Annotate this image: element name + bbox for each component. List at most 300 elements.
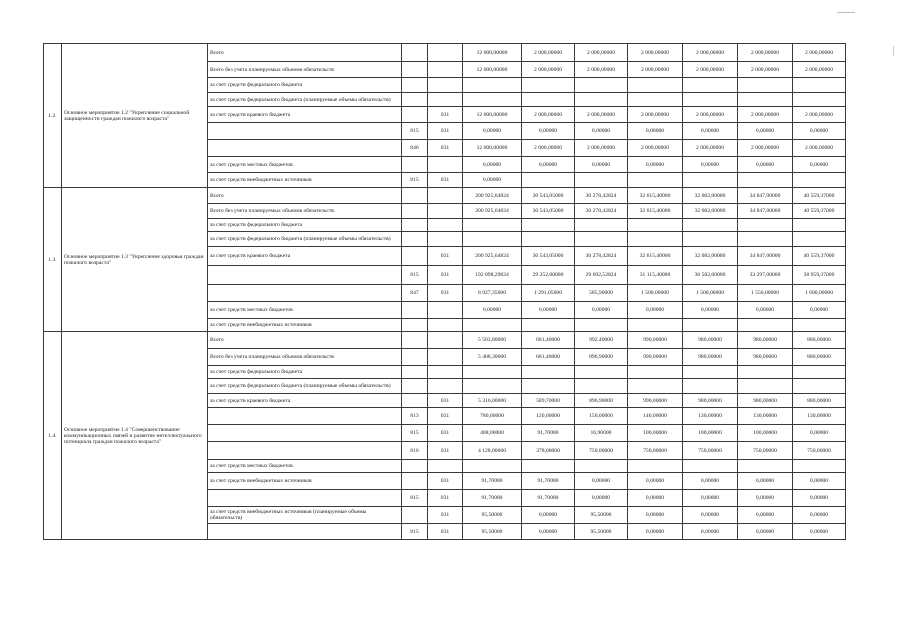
funding-source <box>208 266 402 285</box>
year-value: 681,40000 <box>522 332 575 349</box>
year-value: 0,00000 <box>575 157 628 173</box>
year-value: 40 559,37000 <box>793 188 846 204</box>
year-value <box>522 232 575 247</box>
year-value: 0,00000 <box>522 157 575 173</box>
funding-source: Всего <box>208 188 402 204</box>
year-value: 585,90000 <box>575 285 628 302</box>
year-value <box>575 219 628 232</box>
year-value <box>628 232 683 247</box>
total-value <box>463 78 522 93</box>
year-value <box>683 460 738 473</box>
year-value: 34 847,00000 <box>738 188 793 204</box>
year-value <box>628 460 683 473</box>
funding-source: за счет средств федерального бюджета (планируемые объемы обязательств) <box>208 232 402 247</box>
year-value <box>738 93 793 107</box>
year-value: 2 000,00000 <box>738 140 793 157</box>
year-value: 91,70000 <box>522 490 575 507</box>
grbs-code <box>402 302 428 319</box>
year-value: 2 000,00000 <box>683 107 738 123</box>
gp-code <box>428 204 463 219</box>
year-value <box>793 78 846 93</box>
year-value <box>738 319 793 332</box>
year-value: 32 082,00000 <box>683 247 738 266</box>
total-value <box>463 232 522 247</box>
gp-code <box>428 78 463 93</box>
year-value: 2 000,00000 <box>628 107 683 123</box>
year-value: 0,00000 <box>628 490 683 507</box>
year-value: 30 278,42824 <box>575 204 628 219</box>
gp-code <box>428 188 463 204</box>
year-value: 1 550,00000 <box>738 285 793 302</box>
year-value: 0,00000 <box>628 302 683 319</box>
gp-code <box>428 349 463 366</box>
year-value: 32 082,00000 <box>683 204 738 219</box>
year-value: 100,00000 <box>738 425 793 442</box>
year-value <box>683 232 738 247</box>
year-value <box>522 93 575 107</box>
funding-source <box>208 123 402 140</box>
year-value <box>738 366 793 379</box>
year-value: 2 000,00000 <box>793 107 846 123</box>
gp-code: 031 <box>428 173 463 188</box>
year-value: 0,00000 <box>683 157 738 173</box>
total-value: 192 898,29824 <box>463 266 522 285</box>
year-value: 0,00000 <box>738 157 793 173</box>
year-value: 980,00000 <box>738 349 793 366</box>
grbs-code <box>402 473 428 490</box>
year-value <box>793 173 846 188</box>
table-row <box>44 188 846 204</box>
year-value: 0,00000 <box>793 302 846 319</box>
total-value: 0,00000 <box>463 157 522 173</box>
year-value: 1 291,05000 <box>522 285 575 302</box>
year-value: 980,00000 <box>683 332 738 349</box>
grbs-code: 815 <box>402 123 428 140</box>
grbs-code <box>402 44 428 62</box>
funding-source: Всего без учета планируемых объемов обязательств <box>208 204 402 219</box>
year-value <box>575 366 628 379</box>
year-value: 2 000,00000 <box>628 44 683 62</box>
gp-code <box>428 302 463 319</box>
total-value: 12 000,00000 <box>463 140 522 157</box>
funding-source <box>208 140 402 157</box>
grbs-code <box>402 247 428 266</box>
year-value: 2 000,00000 <box>683 44 738 62</box>
gp-code: 031 <box>428 425 463 442</box>
year-value: 750,00000 <box>628 442 683 460</box>
year-value: 2 000,00000 <box>522 44 575 62</box>
year-value <box>793 219 846 232</box>
grbs-code: 816 <box>402 442 428 460</box>
year-value: 750,00000 <box>793 442 846 460</box>
total-value: 5 503,80000 <box>463 332 522 349</box>
grbs-code <box>402 78 428 93</box>
grbs-code <box>402 319 428 332</box>
year-value: 880,00000 <box>793 394 846 408</box>
year-value: 16,90000 <box>575 425 628 442</box>
grbs-code: 846 <box>402 140 428 157</box>
grbs-code: 815 <box>402 490 428 507</box>
year-value: 30 543,05000 <box>522 204 575 219</box>
grbs-code: 847 <box>402 285 428 302</box>
year-value: 2 000,00000 <box>738 62 793 78</box>
year-value <box>575 78 628 93</box>
year-value <box>738 78 793 93</box>
year-value <box>628 93 683 107</box>
year-value <box>575 173 628 188</box>
grbs-code <box>402 62 428 78</box>
year-value: 0,00000 <box>628 524 683 540</box>
year-value <box>683 366 738 379</box>
year-value: 0,00000 <box>575 123 628 140</box>
funding-source: за счет средств внебюджетных источников <box>208 319 402 332</box>
year-value: 40 559,37000 <box>793 247 846 266</box>
year-value: 750,00000 <box>738 442 793 460</box>
year-value <box>628 173 683 188</box>
year-value: 0,00000 <box>683 123 738 140</box>
total-value <box>463 379 522 394</box>
year-value: 30 278,42824 <box>575 247 628 266</box>
year-value <box>522 460 575 473</box>
row-number: 1.2. <box>44 44 62 188</box>
year-value: 0,00000 <box>628 507 683 524</box>
total-value: 5 408,30000 <box>463 349 522 366</box>
year-value: 29 692,52824 <box>575 266 628 285</box>
year-value: 750,00000 <box>575 442 628 460</box>
year-value: 100,00000 <box>683 425 738 442</box>
gp-code <box>428 319 463 332</box>
year-value: 0,00000 <box>522 524 575 540</box>
gp-code: 031 <box>428 266 463 285</box>
year-value: 29 252,00000 <box>522 266 575 285</box>
year-value: 30 543,05000 <box>522 247 575 266</box>
year-value <box>522 319 575 332</box>
year-value: 38 959,37000 <box>793 266 846 285</box>
total-value <box>463 93 522 107</box>
year-value: 2 000,00000 <box>575 62 628 78</box>
total-value: 408,00000 <box>463 425 522 442</box>
year-value: 130,00000 <box>738 408 793 425</box>
funding-source: за счет средств краевого бюджета <box>208 247 402 266</box>
year-value: 990,00000 <box>628 332 683 349</box>
year-value: 0,00000 <box>793 490 846 507</box>
grbs-code <box>402 366 428 379</box>
activity-name: Основное мероприятие 1.3 "Укрепление здоровья граждан пожилого возраста" <box>62 188 208 332</box>
year-value: 0,00000 <box>522 507 575 524</box>
year-value: 2 000,00000 <box>575 44 628 62</box>
year-value: 0,00000 <box>683 302 738 319</box>
year-value <box>628 219 683 232</box>
gp-code: 031 <box>428 394 463 408</box>
year-value: 40 559,37000 <box>793 204 846 219</box>
scan-mark <box>837 12 855 13</box>
gp-code <box>428 93 463 107</box>
year-value: 95,50000 <box>575 524 628 540</box>
grbs-code: 815 <box>402 425 428 442</box>
year-value <box>575 460 628 473</box>
year-value: 896,90000 <box>575 349 628 366</box>
year-value: 0,00000 <box>738 123 793 140</box>
year-value: 2 000,00000 <box>793 62 846 78</box>
year-value: 980,00000 <box>683 349 738 366</box>
total-value: 12 000,00000 <box>463 107 522 123</box>
year-value: 2 000,00000 <box>522 140 575 157</box>
funding-source: за счет средств внебюджетных источников <box>208 173 402 188</box>
year-value: 0,00000 <box>628 473 683 490</box>
grbs-code: 815 <box>402 266 428 285</box>
funding-source: за счет средств внебюджетных источников (планируемые объемы обязательств) <box>208 507 402 524</box>
year-value <box>683 319 738 332</box>
year-value <box>738 232 793 247</box>
grbs-code: 815 <box>402 524 428 540</box>
year-value: 0,00000 <box>628 123 683 140</box>
funding-source: за счет средств местных бюджетов <box>208 302 402 319</box>
total-value: 12 000,00000 <box>463 62 522 78</box>
year-value: 140,00000 <box>628 408 683 425</box>
gp-code: 031 <box>428 507 463 524</box>
total-value: 200 925,64824 <box>463 188 522 204</box>
year-value: 0,00000 <box>793 425 846 442</box>
year-value: 30 543,05000 <box>522 188 575 204</box>
funding-source: Всего без учета планируемых объемов обязательств <box>208 62 402 78</box>
year-value: 0,00000 <box>575 490 628 507</box>
year-value: 32 082,00000 <box>683 188 738 204</box>
funding-source: за счет средств федерального бюджета (планируемые объемы обязательств) <box>208 379 402 394</box>
year-value <box>738 219 793 232</box>
total-value: 5 316,00000 <box>463 394 522 408</box>
total-value: 0,00000 <box>463 173 522 188</box>
row-number: 1.3. <box>44 188 62 332</box>
year-value: 0,00000 <box>793 524 846 540</box>
year-value <box>522 173 575 188</box>
year-value: 2 000,00000 <box>522 62 575 78</box>
year-value: 0,00000 <box>793 473 846 490</box>
year-value: 980,00000 <box>738 394 793 408</box>
total-value: 0,00000 <box>463 123 522 140</box>
year-value <box>522 379 575 394</box>
grbs-code <box>402 379 428 394</box>
gp-code <box>428 366 463 379</box>
gp-code: 031 <box>428 473 463 490</box>
year-value <box>793 366 846 379</box>
grbs-code: 815 <box>402 173 428 188</box>
total-value: 95,50000 <box>463 507 522 524</box>
year-value: 0,00000 <box>793 157 846 173</box>
gp-code: 031 <box>428 285 463 302</box>
gp-code: 031 <box>428 107 463 123</box>
year-value: 681,40000 <box>522 349 575 366</box>
row-number: 1.4. <box>44 332 62 540</box>
activity-name: Основное мероприятие 1.2 "Укрепление социальной защищенности граждан пожилого возраста" <box>62 44 208 188</box>
grbs-code <box>402 107 428 123</box>
gp-code <box>428 379 463 394</box>
year-value <box>793 319 846 332</box>
total-value: 91,70000 <box>463 473 522 490</box>
gp-code: 031 <box>428 247 463 266</box>
funding-source <box>208 524 402 540</box>
grbs-code <box>402 507 428 524</box>
year-value: 992,40000 <box>575 332 628 349</box>
year-value <box>628 78 683 93</box>
year-value <box>522 219 575 232</box>
year-value: 378,00000 <box>522 442 575 460</box>
year-value: 33 297,00000 <box>738 266 793 285</box>
grbs-code <box>402 93 428 107</box>
year-value: 2 000,00000 <box>628 140 683 157</box>
grbs-code <box>402 460 428 473</box>
year-value: 990,00000 <box>628 349 683 366</box>
year-value <box>575 379 628 394</box>
year-value: 2 000,00000 <box>793 140 846 157</box>
year-value: 0,00000 <box>628 157 683 173</box>
year-value: 30 278,42824 <box>575 188 628 204</box>
funding-source: за счет средств внебюджетных источников <box>208 473 402 490</box>
year-value: 2 000,00000 <box>575 140 628 157</box>
year-value: 2 000,00000 <box>628 62 683 78</box>
funding-source: за счет средств федерального бюджета <box>208 219 402 232</box>
year-value <box>738 173 793 188</box>
year-value: 589,70000 <box>522 394 575 408</box>
year-value: 95,50000 <box>575 507 628 524</box>
gp-code: 031 <box>428 140 463 157</box>
year-value <box>683 219 738 232</box>
year-value <box>522 78 575 93</box>
year-value: 0,00000 <box>793 123 846 140</box>
year-value: 31 115,40000 <box>628 266 683 285</box>
budget-table <box>43 43 846 540</box>
year-value: 2 000,00000 <box>522 107 575 123</box>
gp-code <box>428 157 463 173</box>
grbs-code <box>402 204 428 219</box>
funding-source: за счет средств федерального бюджета <box>208 366 402 379</box>
funding-source: за счет средств краевого бюджета <box>208 394 402 408</box>
year-value <box>793 93 846 107</box>
year-value: 100,00000 <box>628 425 683 442</box>
year-value <box>628 319 683 332</box>
year-value <box>683 78 738 93</box>
year-value: 2 000,00000 <box>683 62 738 78</box>
gp-code <box>428 44 463 62</box>
year-value: 2 000,00000 <box>738 44 793 62</box>
grbs-code <box>402 349 428 366</box>
gp-code: 031 <box>428 442 463 460</box>
year-value <box>575 319 628 332</box>
funding-source <box>208 490 402 507</box>
year-value: 2 000,00000 <box>575 107 628 123</box>
year-value <box>683 379 738 394</box>
year-value: 0,00000 <box>738 524 793 540</box>
total-value: 200 925,64824 <box>463 204 522 219</box>
gp-code <box>428 232 463 247</box>
year-value <box>683 173 738 188</box>
total-value <box>463 219 522 232</box>
funding-source: за счет средств местных бюджетов <box>208 460 402 473</box>
year-value: 32 615,40000 <box>628 188 683 204</box>
grbs-code <box>402 232 428 247</box>
year-value: 30 582,00000 <box>683 266 738 285</box>
year-value: 91,70000 <box>522 425 575 442</box>
scan-mark <box>893 46 894 56</box>
gp-code: 031 <box>428 490 463 507</box>
funding-source: Всего без учета планируемых объемов обязательств <box>208 349 402 366</box>
funding-source: за счет средств федерального бюджета (планируемые объемы обязательств) <box>208 93 402 107</box>
grbs-code <box>402 394 428 408</box>
year-value: 980,00000 <box>738 332 793 349</box>
year-value <box>793 460 846 473</box>
year-value: 1 500,00000 <box>628 285 683 302</box>
grbs-code <box>402 188 428 204</box>
total-value: 12 000,00000 <box>463 44 522 62</box>
activity-name: Основное мероприятие 1.4 "Совершенствование коммуникационных связей и развитие интеллектуального потенциала граждан пожилого возраста" <box>62 332 208 540</box>
total-value: 200 925,64824 <box>463 247 522 266</box>
year-value <box>738 460 793 473</box>
total-value <box>463 366 522 379</box>
total-value: 0,00000 <box>463 302 522 319</box>
year-value: 0,00000 <box>793 507 846 524</box>
year-value: 0,00000 <box>683 473 738 490</box>
funding-source <box>208 408 402 425</box>
year-value: 130,00000 <box>683 408 738 425</box>
year-value <box>793 379 846 394</box>
year-value: 0,00000 <box>738 507 793 524</box>
funding-source: Всего <box>208 44 402 62</box>
year-value <box>522 366 575 379</box>
year-value: 1 500,00000 <box>683 285 738 302</box>
year-value: 880,00000 <box>793 349 846 366</box>
total-value <box>463 460 522 473</box>
year-value <box>628 379 683 394</box>
year-value: 0,00000 <box>738 302 793 319</box>
year-value <box>575 232 628 247</box>
gp-code <box>428 332 463 349</box>
gp-code <box>428 460 463 473</box>
funding-source: за счет средств местных бюджетов <box>208 157 402 173</box>
year-value: 130,00000 <box>793 408 846 425</box>
year-value: 0,00000 <box>522 123 575 140</box>
year-value: 150,00000 <box>575 408 628 425</box>
gp-code: 031 <box>428 408 463 425</box>
year-value <box>575 93 628 107</box>
year-value: 880,00000 <box>793 332 846 349</box>
gp-code: 031 <box>428 123 463 140</box>
year-value: 0,00000 <box>738 473 793 490</box>
year-value <box>793 232 846 247</box>
year-value: 0,00000 <box>575 302 628 319</box>
year-value: 32 615,40000 <box>628 247 683 266</box>
year-value: 2 000,00000 <box>793 44 846 62</box>
total-value: 91,70000 <box>463 490 522 507</box>
year-value: 32 615,40000 <box>628 204 683 219</box>
funding-source: за счет средств краевого бюджета <box>208 107 402 123</box>
year-value: 0,00000 <box>522 302 575 319</box>
year-value: 0,00000 <box>683 507 738 524</box>
year-value <box>683 93 738 107</box>
grbs-code <box>402 332 428 349</box>
funding-source <box>208 425 402 442</box>
year-value: 2 000,00000 <box>738 107 793 123</box>
total-value: 4 128,00000 <box>463 442 522 460</box>
year-value: 91,70000 <box>522 473 575 490</box>
year-value: 1 600,00000 <box>793 285 846 302</box>
funding-source <box>208 285 402 302</box>
year-value <box>628 366 683 379</box>
year-value <box>738 379 793 394</box>
year-value: 990,00000 <box>628 394 683 408</box>
year-value: 0,00000 <box>683 524 738 540</box>
grbs-code: 813 <box>402 408 428 425</box>
funding-source: Всего <box>208 332 402 349</box>
grbs-code <box>402 219 428 232</box>
